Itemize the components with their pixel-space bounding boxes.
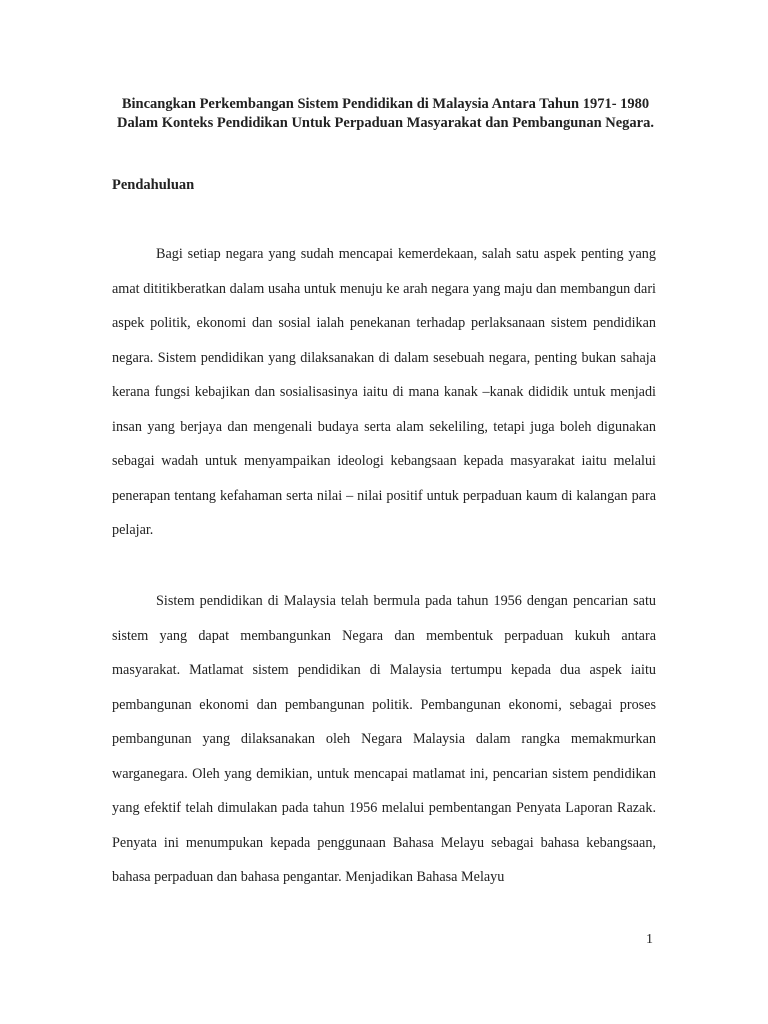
paragraph: Sistem pendidikan di Malaysia telah bermula pada tahun 1956 dengan pencarian satu sistem yang dapat membangunkan Negara dan membentuk perpaduan kukuh antara masyarakat. Matlamat sistem pendidikan di Malaysia tertumpu kepada dua aspek iaitu pembangunan ekonomi dan pembangunan politik. Pembangunan ekonomi, sebagai proses pembangunan yang dilaksanakan oleh Negara Malaysia dalam rangka memakmurkan warganegara. Oleh yang demikian, untuk mencapai matlamat ini, pencarian sistem pendidikan yang efektif telah dimulakan pada tahun 1956 melalui pembentangan Penyata Laporan Razak. Penyata ini menumpukan kepada penggunaan Bahasa Melayu sebagai bahasa kebangsaan, bahasa perpaduan dan bahasa pengantar. Menjadikan Bahasa Melayu — [112, 593, 656, 885]
page-number: 1 — [646, 932, 653, 947]
section-heading: Pendahuluan — [112, 177, 195, 193]
document-title: Bincangkan Perkembangan Sistem Pendidikan di Malaysia Antara Tahun 1971- 1980 Dalam Konteks Pendidikan Untuk Perpaduan Masyarakat dan Pembangunan Negara. — [117, 96, 654, 131]
paragraph: Bagi setiap negara yang sudah mencapai kemerdekaan, salah satu aspek penting yang amat dititikberatkan dalam usaha untuk menuju ke arah negara yang maju dan membangun dari aspek politik, ekonomi dan sosial ialah penekanan terhadap perlaksanaan sistem pendidikan negara. Sistem pendidikan yang dilaksanakan di dalam sesebuah negara, penting bukan sahaja kerana fungsi kebajikan dan sosialisasinya iaitu di mana kanak –kanak dididik untuk menjadi insan yang berjaya dan mengenali budaya serta alam sekeliling, tetapi juga boleh digunakan sebagai wadah untuk menyampaikan ideologi kebangsaan kepada masyarakat iaitu melalui penerapan tentang kefahaman serta nilai – nilai positif untuk perpaduan kaum di kalangan para pelajar. — [112, 246, 656, 538]
